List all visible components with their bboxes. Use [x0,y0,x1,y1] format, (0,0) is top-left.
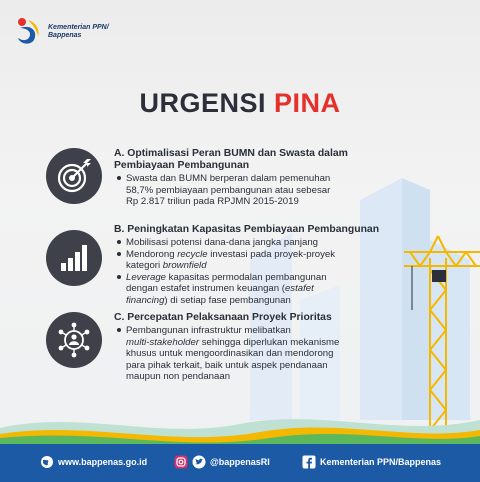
footer-social[interactable] [174,455,270,469]
globe-icon [40,455,54,469]
bullet-line: maupun non pendanaan [126,371,231,382]
org-name-line1: Kementerian PPN/ [48,24,109,31]
bullet-text: ) di setiap fase pembangunan [164,294,291,306]
bullet-emphasis: recycle [177,248,208,260]
section-a-bullets [114,173,414,208]
bullet-emphasis: financing [126,294,165,306]
bullet-text: dengan estafet instrumen keuangan ( [126,283,285,294]
bullet-text: kategori [126,260,163,271]
bullet-emphasis: brownfield [162,260,207,271]
bullet-line: para pihak terkait, baik untuk aspek pendanaan [126,359,328,371]
section-c-body [114,312,414,383]
bullet-text: sehingga diperlukan mekanisme [199,336,340,348]
list-item [114,173,414,208]
list-item [114,249,414,272]
instagram-icon [174,455,188,469]
bullet-line: Pembangunan infrastruktur melibatkan [126,325,291,336]
bullet-text: kapasitas permodalan pembangunan [166,271,327,283]
bullet-emphasis: multi-stakeholder [126,336,200,348]
twitter-icon [192,455,206,469]
title-word-pina: PINA [274,88,341,118]
section-b-bullets [114,237,414,306]
org-name [48,24,109,40]
footer-facebook[interactable] [302,455,441,469]
bullet-text: Mobilisasi potensi dana-dana jangka panjang [126,237,319,248]
list-item [114,237,414,249]
title-word-urgensi: URGENSI [139,88,266,118]
section-c-bullets [114,325,414,383]
bullet-emphasis: estafet [284,283,314,294]
org-name-line2: Bappenas [48,32,82,39]
bullet-text: Mendorong [126,248,178,260]
bullet-line: 58,7% pembiayaan pembangunan atau sebesar [126,184,331,196]
bullet-line: Swasta dan BUMN berperan dalam pemenuhan [126,173,331,184]
bullet-text: investasi pada proyek-proyek [207,248,336,260]
section-a-body [114,148,414,208]
section-b-body [114,224,414,306]
section-a-title-line2: Pembiayaan Pembangunan [114,160,250,171]
bar-chart-icon [46,230,102,286]
bappenas-logo-mark [14,16,42,46]
list-item [114,325,414,383]
facebook-page-link[interactable]: Kementerian PPN/Bappenas [320,457,442,467]
section-b-title: B. Peningkatan Kapasitas Pembiayaan Pembangunan [114,224,380,235]
footer-website[interactable] [40,455,147,469]
social-handle[interactable]: @bappenasRI [210,457,270,467]
bappenas-logo [14,16,134,46]
page-title [0,88,480,119]
section-a-title-line1: A. Optimalisasi Peran BUMN dan Swasta dalam [114,148,348,159]
list-item [114,272,414,307]
section-a-title [114,148,414,172]
section-c-title: C. Percepatan Pelaksanaan Proyek Prioritas [114,312,332,323]
bullet-line: Rp 2.817 triliun pada RPJMN 2015-2019 [126,196,299,207]
bullet-line: khusus untuk mengoordinasikan dan mendorong [126,348,334,359]
facebook-icon [302,455,316,469]
website-link[interactable]: www.bappenas.go.id [58,457,148,467]
target-icon [46,148,102,204]
bullet-emphasis: Leverage [126,271,167,283]
network-people-icon [46,312,102,368]
